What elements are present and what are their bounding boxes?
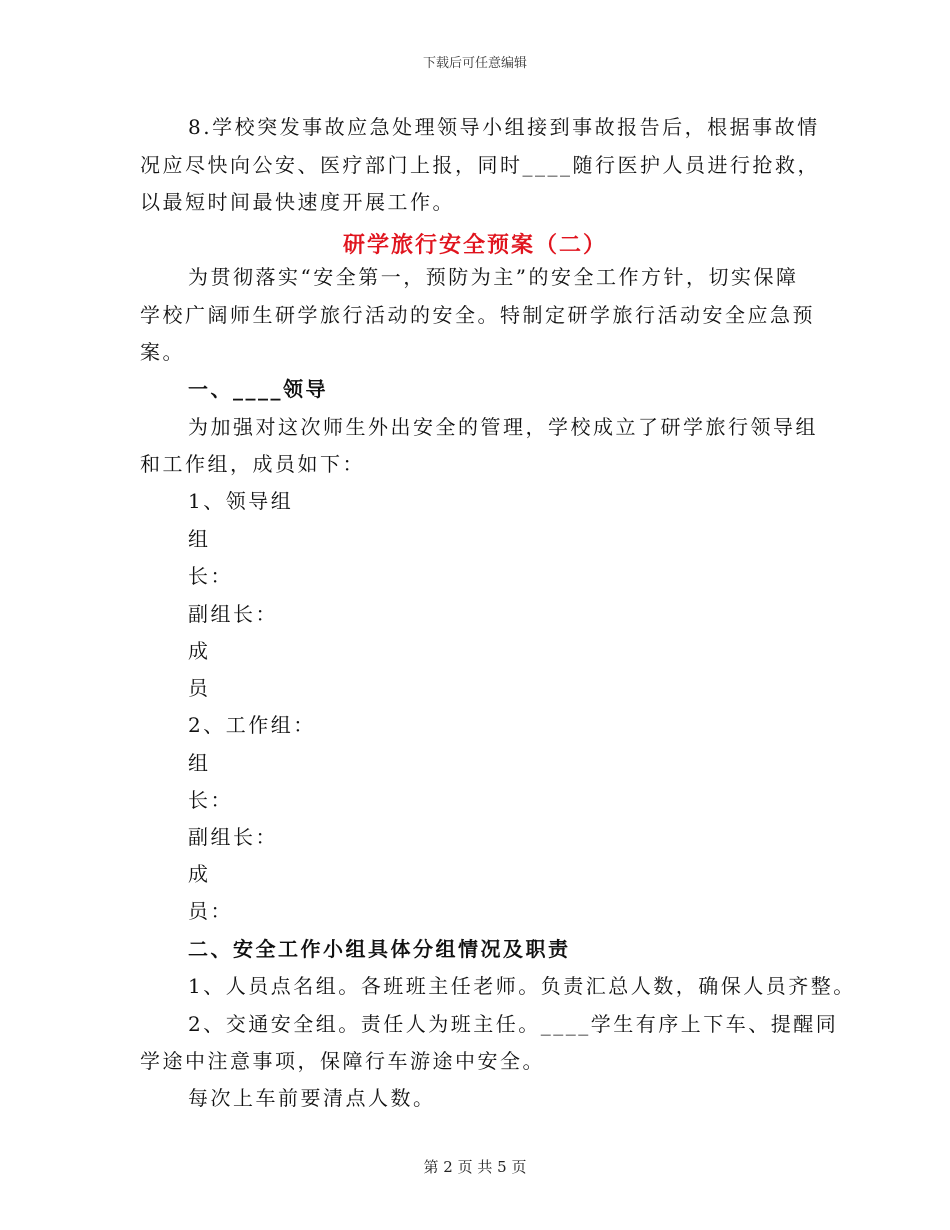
field-label: 组 <box>188 751 211 775</box>
page-header: 下载后可任意编辑 <box>422 56 527 71</box>
field-label: 长： <box>188 564 233 588</box>
paragraph-line: 和工作组，成员如下： <box>140 452 365 476</box>
list-item-work-group: 2、工作组： <box>188 713 316 737</box>
paragraph-line: 为加强对这次师生外出安全的管理，学校成立了研学旅行领导组 <box>188 415 818 439</box>
paragraph-line: 案。 <box>140 340 185 364</box>
field-label: 员： <box>188 899 233 923</box>
paragraph-line: 为贯彻落实“安全第一，预防为主”的安全工作方针，切实保障 <box>188 265 799 289</box>
paragraph-line: 学校广阔师生研学旅行活动的安全。特制定研学旅行活动安全应急预 <box>140 303 815 327</box>
field-label: 副组长： <box>188 602 278 626</box>
list-item-leadership-group: 1、领导组 <box>188 489 294 513</box>
paragraph-line: 况应尽快向公安、医疗部门上报，同时____随行医护人员进行抢救， <box>140 153 820 177</box>
paragraph-line: 2、交通安全组。责任人为班主任。____学生有序上下车、提醒同 <box>188 1012 839 1036</box>
heading-leadership: 一、____领导 <box>188 377 328 401</box>
field-label: 长： <box>188 788 233 812</box>
field-label: 副组长： <box>188 825 278 849</box>
field-label: 成 <box>188 639 211 663</box>
paragraph-line: 学途中注意事项，保障行车游途中安全。 <box>140 1049 545 1073</box>
field-label: 成 <box>188 862 211 886</box>
paragraph-line: 以最短时间最快速度开展工作。 <box>140 190 455 214</box>
heading-groups: 二、安全工作小组具体分组情况及职责 <box>188 937 571 961</box>
field-label: 组 <box>188 527 211 551</box>
field-label: 员 <box>188 676 211 700</box>
paragraph-line: 8.学校突发事故应急处理领导小组接到事故报告后，根据事故情 <box>188 115 820 139</box>
paragraph-line: 1、人员点名组。各班班主任老师。负责汇总人数，确保人员齐整。 <box>188 974 856 998</box>
paragraph-line: 每次上车前要清点人数。 <box>188 1086 436 1110</box>
page-footer: 第 2 页 共 5 页 <box>423 1158 527 1176</box>
section-title: 研学旅行安全预案（二） <box>342 232 607 258</box>
